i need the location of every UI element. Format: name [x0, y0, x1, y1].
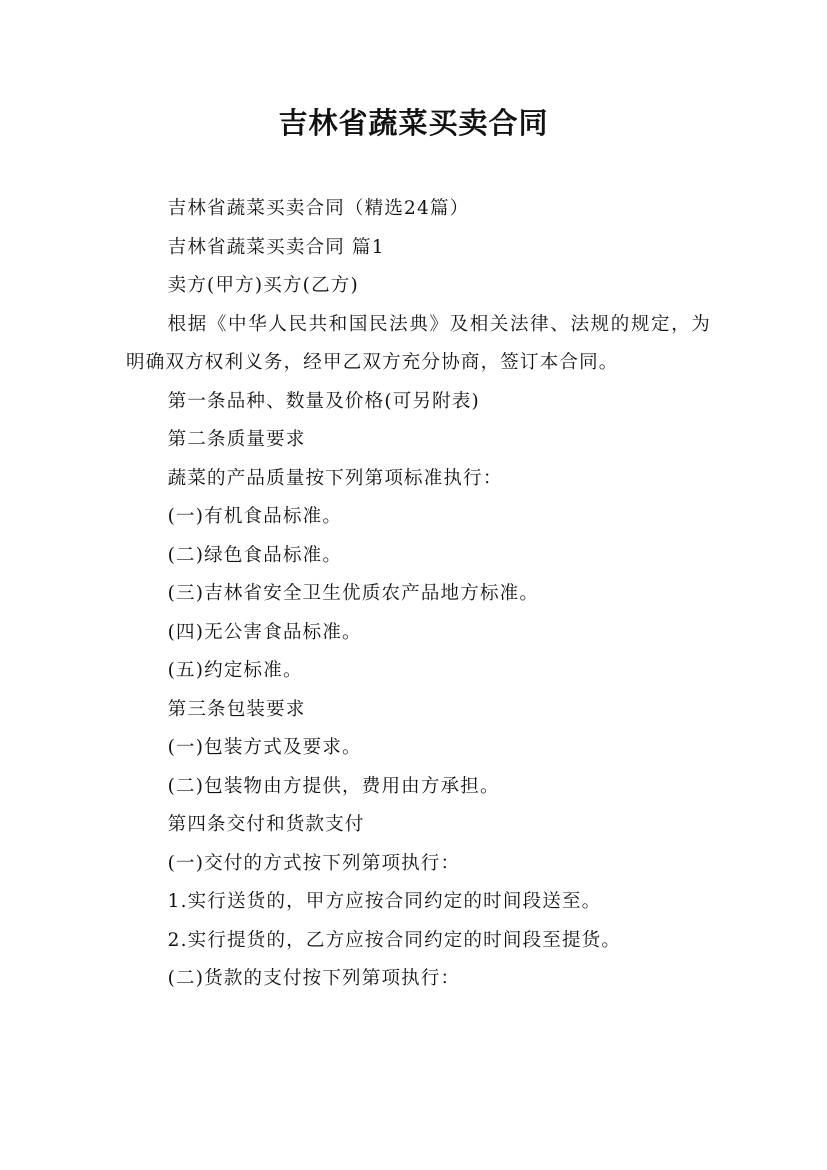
paragraph-quality-item-3: (三)吉林省安全卫生优质农产品地方标准。 — [167, 583, 540, 604]
paragraph-article-1: 第一条品种、数量及价格(可另附表) — [167, 390, 480, 412]
paragraph-quality-intro: 蔬菜的产品质量按下列第项标准执行： — [167, 467, 503, 489]
paragraph-contract-heading: 吉林省蔬菜买卖合同 篇1 — [167, 236, 385, 258]
paragraph-delivery-intro: (一)交付的方式按下列第项执行： — [167, 852, 461, 874]
document-body — [126, 190, 711, 999]
paragraph-delivery-item-2: 2.实行提货的，乙方应按合同约定的时间段至提货。 — [167, 929, 622, 951]
paragraph-preamble: 根据《中华人民共和国民法典》及相关法律、法规的规定，为明确双方权利义务，经甲乙双方充分协商，签订本合同。 — [126, 313, 711, 373]
paragraph-payment-intro: (二)货款的支付按下列第项执行： — [167, 968, 461, 989]
paragraph-parties: 卖方(甲方)买方(乙方) — [167, 275, 359, 296]
paragraph-quality-item-2: (二)绿色食品标准。 — [167, 544, 343, 566]
paragraph-article-2: 第二条质量要求 — [167, 429, 306, 450]
paragraph-collection-title: 吉林省蔬菜买卖合同（精选24篇） — [167, 198, 470, 219]
paragraph-quality-item-5: (五)约定标准。 — [167, 660, 303, 681]
paragraph-packaging-item-2: (二)包装物由方提供，费用由方承担。 — [167, 775, 500, 797]
paragraph-packaging-item-1: (一)包装方式及要求。 — [167, 737, 362, 758]
paragraph-quality-item-1: (一)有机食品标准。 — [167, 506, 343, 527]
document-title: 吉林省蔬菜买卖合同 — [278, 106, 549, 140]
paragraph-article-4: 第四条交付和货款支付 — [167, 814, 365, 835]
paragraph-delivery-item-1: 1.实行送货的，甲方应按合同约定的时间段送至。 — [167, 891, 602, 912]
paragraph-quality-item-4: (四)无公害食品标准。 — [167, 621, 362, 643]
paragraph-article-3: 第三条包装要求 — [167, 698, 306, 720]
